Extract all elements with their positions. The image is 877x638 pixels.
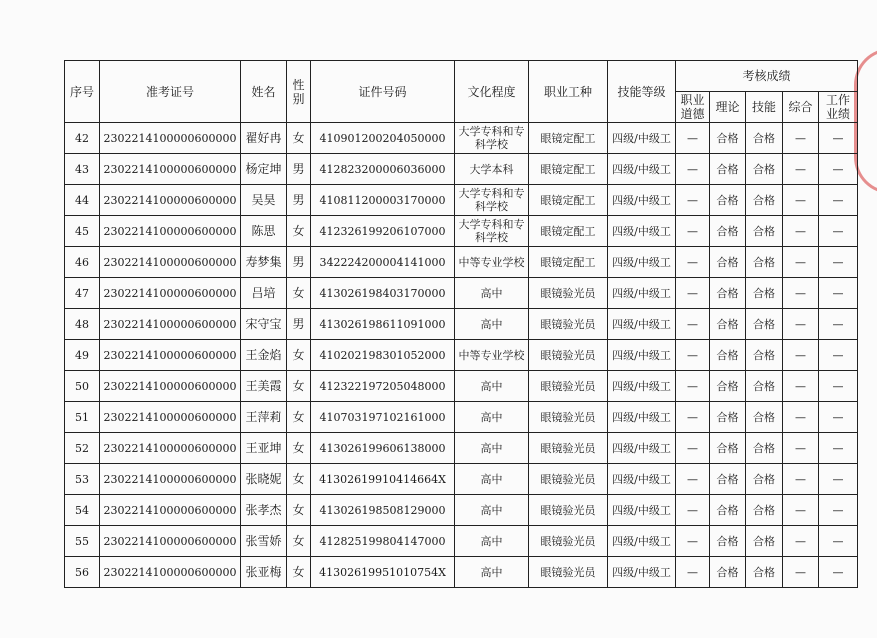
cell-gender: 男 — [287, 185, 311, 216]
cell-gender: 男 — [287, 154, 311, 185]
cell-performance: — — [819, 340, 858, 371]
cell-gender: 女 — [287, 433, 311, 464]
table-row — [65, 247, 858, 278]
cell-gender: 女 — [287, 216, 311, 247]
cell-name: 翟好冉 — [241, 123, 287, 154]
cell-skill: 合格 — [746, 495, 783, 526]
cell-name: 杨定坤 — [241, 154, 287, 185]
cell-id-no: 410811200003170000 — [311, 185, 455, 216]
cell-seq: 54 — [65, 495, 100, 526]
table-row — [65, 216, 858, 247]
cell-performance: — — [819, 526, 858, 557]
cell-seq: 52 — [65, 433, 100, 464]
cell-performance: — — [819, 123, 858, 154]
cell-overall: — — [783, 526, 819, 557]
cell-exam-no: 2302214100000600000 — [100, 495, 241, 526]
cell-gender: 女 — [287, 464, 311, 495]
cell-skill-level: 四级/中级工 — [608, 371, 676, 402]
cell-education: 高中 — [455, 402, 529, 433]
table-row — [65, 526, 858, 557]
cell-ethics: — — [676, 433, 710, 464]
cell-occupation: 眼镜验光员 — [529, 464, 608, 495]
cell-overall: — — [783, 402, 819, 433]
cell-education: 高中 — [455, 309, 529, 340]
cell-skill-level: 四级/中级工 — [608, 216, 676, 247]
cell-overall: — — [783, 123, 819, 154]
cell-ethics: — — [676, 185, 710, 216]
cell-seq: 48 — [65, 309, 100, 340]
cell-skill-level: 四级/中级工 — [608, 433, 676, 464]
cell-name: 王萍莉 — [241, 402, 287, 433]
cell-occupation: 眼镜定配工 — [529, 154, 608, 185]
cell-performance: — — [819, 495, 858, 526]
cell-occupation: 眼镜验光员 — [529, 526, 608, 557]
cell-gender: 女 — [287, 526, 311, 557]
cell-id-no: 413026198611091000 — [311, 309, 455, 340]
cell-ethics: — — [676, 464, 710, 495]
cell-ethics: — — [676, 309, 710, 340]
col-education-header: 文化程度 — [455, 61, 529, 123]
cell-performance: — — [819, 247, 858, 278]
cell-ethics: — — [676, 402, 710, 433]
cell-occupation: 眼镜验光员 — [529, 309, 608, 340]
cell-seq: 55 — [65, 526, 100, 557]
cell-occupation: 眼镜验光员 — [529, 433, 608, 464]
table-row — [65, 495, 858, 526]
col-name-header: 姓名 — [241, 61, 287, 123]
cell-seq: 56 — [65, 557, 100, 588]
results-table — [64, 60, 858, 588]
cell-seq: 46 — [65, 247, 100, 278]
cell-skill-level: 四级/中级工 — [608, 495, 676, 526]
col-skill-header: 技能 — [746, 92, 783, 123]
cell-id-no: 410202198301052000 — [311, 340, 455, 371]
cell-ethics: — — [676, 278, 710, 309]
table-row — [65, 340, 858, 371]
cell-education: 中等专业学校 — [455, 247, 529, 278]
cell-skill: 合格 — [746, 185, 783, 216]
table-row — [65, 402, 858, 433]
cell-id-no: 413026198403170000 — [311, 278, 455, 309]
col-occupation-header: 职业工种 — [529, 61, 608, 123]
cell-name: 吴昊 — [241, 185, 287, 216]
cell-education: 高中 — [455, 278, 529, 309]
cell-skill-level: 四级/中级工 — [608, 278, 676, 309]
cell-id-no: 41302619910414664X — [311, 464, 455, 495]
cell-skill-level: 四级/中级工 — [608, 464, 676, 495]
cell-theory: 合格 — [710, 123, 746, 154]
cell-overall: — — [783, 557, 819, 588]
cell-skill: 合格 — [746, 309, 783, 340]
cell-exam-no: 2302214100000600000 — [100, 371, 241, 402]
cell-skill-level: 四级/中级工 — [608, 154, 676, 185]
cell-overall: — — [783, 185, 819, 216]
cell-name: 张亚梅 — [241, 557, 287, 588]
cell-id-no: 412823200006036000 — [311, 154, 455, 185]
cell-overall: — — [783, 495, 819, 526]
cell-gender: 男 — [287, 309, 311, 340]
cell-theory: 合格 — [710, 526, 746, 557]
cell-education: 高中 — [455, 433, 529, 464]
cell-occupation: 眼镜验光员 — [529, 557, 608, 588]
cell-education: 大学专科和专科学校 — [455, 123, 529, 154]
cell-seq: 42 — [65, 123, 100, 154]
cell-overall: — — [783, 247, 819, 278]
col-performance-header: 工作业绩 — [819, 92, 858, 123]
cell-name: 寿梦集 — [241, 247, 287, 278]
cell-overall: — — [783, 340, 819, 371]
cell-theory: 合格 — [710, 464, 746, 495]
cell-overall: — — [783, 371, 819, 402]
table-row — [65, 557, 858, 588]
cell-performance: — — [819, 278, 858, 309]
cell-name: 吕培 — [241, 278, 287, 309]
cell-performance: — — [819, 557, 858, 588]
cell-performance: — — [819, 402, 858, 433]
cell-ethics: — — [676, 526, 710, 557]
cell-exam-no: 2302214100000600000 — [100, 402, 241, 433]
cell-seq: 50 — [65, 371, 100, 402]
cell-ethics: — — [676, 557, 710, 588]
col-theory-header: 理论 — [710, 92, 746, 123]
cell-skill: 合格 — [746, 247, 783, 278]
cell-exam-no: 2302214100000600000 — [100, 433, 241, 464]
cell-seq: 43 — [65, 154, 100, 185]
cell-ethics: — — [676, 495, 710, 526]
cell-id-no: 41302619951010754X — [311, 557, 455, 588]
cell-education: 大学本科 — [455, 154, 529, 185]
cell-gender: 女 — [287, 495, 311, 526]
cell-exam-no: 2302214100000600000 — [100, 247, 241, 278]
cell-exam-no: 2302214100000600000 — [100, 309, 241, 340]
cell-skill-level: 四级/中级工 — [608, 526, 676, 557]
table-row — [65, 433, 858, 464]
cell-id-no: 412322197205048000 — [311, 371, 455, 402]
cell-seq: 51 — [65, 402, 100, 433]
cell-name: 王亚坤 — [241, 433, 287, 464]
cell-name: 宋守宝 — [241, 309, 287, 340]
cell-theory: 合格 — [710, 371, 746, 402]
cell-skill: 合格 — [746, 526, 783, 557]
col-seq-header: 序号 — [65, 61, 100, 123]
cell-performance: — — [819, 464, 858, 495]
cell-gender: 女 — [287, 340, 311, 371]
table-row — [65, 464, 858, 495]
cell-occupation: 眼镜验光员 — [529, 371, 608, 402]
cell-education: 中等专业学校 — [455, 340, 529, 371]
cell-education: 高中 — [455, 526, 529, 557]
cell-education: 高中 — [455, 557, 529, 588]
cell-gender: 女 — [287, 123, 311, 154]
cell-id-no: 412326199206107000 — [311, 216, 455, 247]
cell-skill-level: 四级/中级工 — [608, 557, 676, 588]
table-row — [65, 309, 858, 340]
cell-gender: 男 — [287, 247, 311, 278]
cell-gender: 女 — [287, 402, 311, 433]
cell-skill-level: 四级/中级工 — [608, 402, 676, 433]
cell-skill: 合格 — [746, 340, 783, 371]
cell-overall: — — [783, 464, 819, 495]
cell-id-no: 412825199804147000 — [311, 526, 455, 557]
cell-theory: 合格 — [710, 185, 746, 216]
cell-name: 陈思 — [241, 216, 287, 247]
cell-skill: 合格 — [746, 464, 783, 495]
cell-skill-level: 四级/中级工 — [608, 309, 676, 340]
cell-exam-no: 2302214100000600000 — [100, 123, 241, 154]
cell-gender: 女 — [287, 371, 311, 402]
cell-performance: — — [819, 433, 858, 464]
cell-overall: — — [783, 309, 819, 340]
cell-seq: 53 — [65, 464, 100, 495]
cell-skill-level: 四级/中级工 — [608, 185, 676, 216]
col-gender-header: 性别 — [287, 61, 311, 123]
cell-theory: 合格 — [710, 495, 746, 526]
cell-occupation: 眼镜定配工 — [529, 216, 608, 247]
cell-exam-no: 2302214100000600000 — [100, 278, 241, 309]
cell-exam-no: 2302214100000600000 — [100, 557, 241, 588]
cell-exam-no: 2302214100000600000 — [100, 185, 241, 216]
cell-occupation: 眼镜验光员 — [529, 278, 608, 309]
cell-theory: 合格 — [710, 154, 746, 185]
table-row — [65, 185, 858, 216]
cell-overall: — — [783, 216, 819, 247]
cell-name: 张雪娇 — [241, 526, 287, 557]
cell-occupation: 眼镜验光员 — [529, 495, 608, 526]
cell-exam-no: 2302214100000600000 — [100, 216, 241, 247]
cell-id-no: 413026199606138000 — [311, 433, 455, 464]
cell-education: 大学专科和专科学校 — [455, 216, 529, 247]
cell-exam-no: 2302214100000600000 — [100, 340, 241, 371]
cell-performance: — — [819, 154, 858, 185]
cell-name: 王金焰 — [241, 340, 287, 371]
cell-skill: 合格 — [746, 154, 783, 185]
cell-skill: 合格 — [746, 402, 783, 433]
table-row — [65, 123, 858, 154]
cell-skill-level: 四级/中级工 — [608, 123, 676, 154]
assessment-group-header: 考核成绩 — [676, 61, 858, 92]
col-skill-level-header: 技能等级 — [608, 61, 676, 123]
cell-id-no: 413026198508129000 — [311, 495, 455, 526]
cell-theory: 合格 — [710, 278, 746, 309]
cell-exam-no: 2302214100000600000 — [100, 526, 241, 557]
cell-skill: 合格 — [746, 278, 783, 309]
cell-skill: 合格 — [746, 557, 783, 588]
cell-occupation: 眼镜验光员 — [529, 340, 608, 371]
cell-ethics: — — [676, 154, 710, 185]
cell-skill: 合格 — [746, 433, 783, 464]
table-row — [65, 278, 858, 309]
cell-exam-no: 2302214100000600000 — [100, 464, 241, 495]
table-row — [65, 371, 858, 402]
cell-performance: — — [819, 185, 858, 216]
cell-theory: 合格 — [710, 216, 746, 247]
cell-seq: 49 — [65, 340, 100, 371]
col-exam-no-header: 准考证号 — [100, 61, 241, 123]
cell-overall: — — [783, 433, 819, 464]
cell-overall: — — [783, 278, 819, 309]
cell-performance: — — [819, 371, 858, 402]
cell-overall: — — [783, 154, 819, 185]
cell-performance: — — [819, 216, 858, 247]
cell-skill: 合格 — [746, 216, 783, 247]
col-overall-header: 综合 — [783, 92, 819, 123]
cell-education: 大学专科和专科学校 — [455, 185, 529, 216]
cell-name: 张孝杰 — [241, 495, 287, 526]
cell-id-no: 342224200004141000 — [311, 247, 455, 278]
cell-education: 高中 — [455, 464, 529, 495]
table-row — [65, 154, 858, 185]
cell-ethics: — — [676, 123, 710, 154]
header-row-1 — [65, 61, 858, 92]
cell-theory: 合格 — [710, 402, 746, 433]
cell-name: 张晓妮 — [241, 464, 287, 495]
cell-seq: 45 — [65, 216, 100, 247]
cell-id-no: 410703197102161000 — [311, 402, 455, 433]
col-id-no-header: 证件号码 — [311, 61, 455, 123]
cell-education: 高中 — [455, 495, 529, 526]
cell-ethics: — — [676, 371, 710, 402]
cell-skill-level: 四级/中级工 — [608, 247, 676, 278]
cell-seq: 47 — [65, 278, 100, 309]
cell-occupation: 眼镜验光员 — [529, 402, 608, 433]
cell-gender: 女 — [287, 557, 311, 588]
cell-occupation: 眼镜定配工 — [529, 123, 608, 154]
cell-theory: 合格 — [710, 557, 746, 588]
cell-id-no: 410901200204050000 — [311, 123, 455, 154]
cell-skill: 合格 — [746, 371, 783, 402]
cell-name: 王美霞 — [241, 371, 287, 402]
col-ethics-header: 职业道德 — [676, 92, 710, 123]
cell-skill: 合格 — [746, 123, 783, 154]
cell-theory: 合格 — [710, 433, 746, 464]
cell-theory: 合格 — [710, 340, 746, 371]
cell-skill-level: 四级/中级工 — [608, 340, 676, 371]
cell-performance: — — [819, 309, 858, 340]
cell-exam-no: 2302214100000600000 — [100, 154, 241, 185]
cell-ethics: — — [676, 340, 710, 371]
cell-seq: 44 — [65, 185, 100, 216]
cell-occupation: 眼镜定配工 — [529, 247, 608, 278]
cell-occupation: 眼镜定配工 — [529, 185, 608, 216]
cell-theory: 合格 — [710, 247, 746, 278]
cell-theory: 合格 — [710, 309, 746, 340]
cell-gender: 女 — [287, 278, 311, 309]
cell-education: 高中 — [455, 371, 529, 402]
cell-ethics: — — [676, 216, 710, 247]
cell-ethics: — — [676, 247, 710, 278]
